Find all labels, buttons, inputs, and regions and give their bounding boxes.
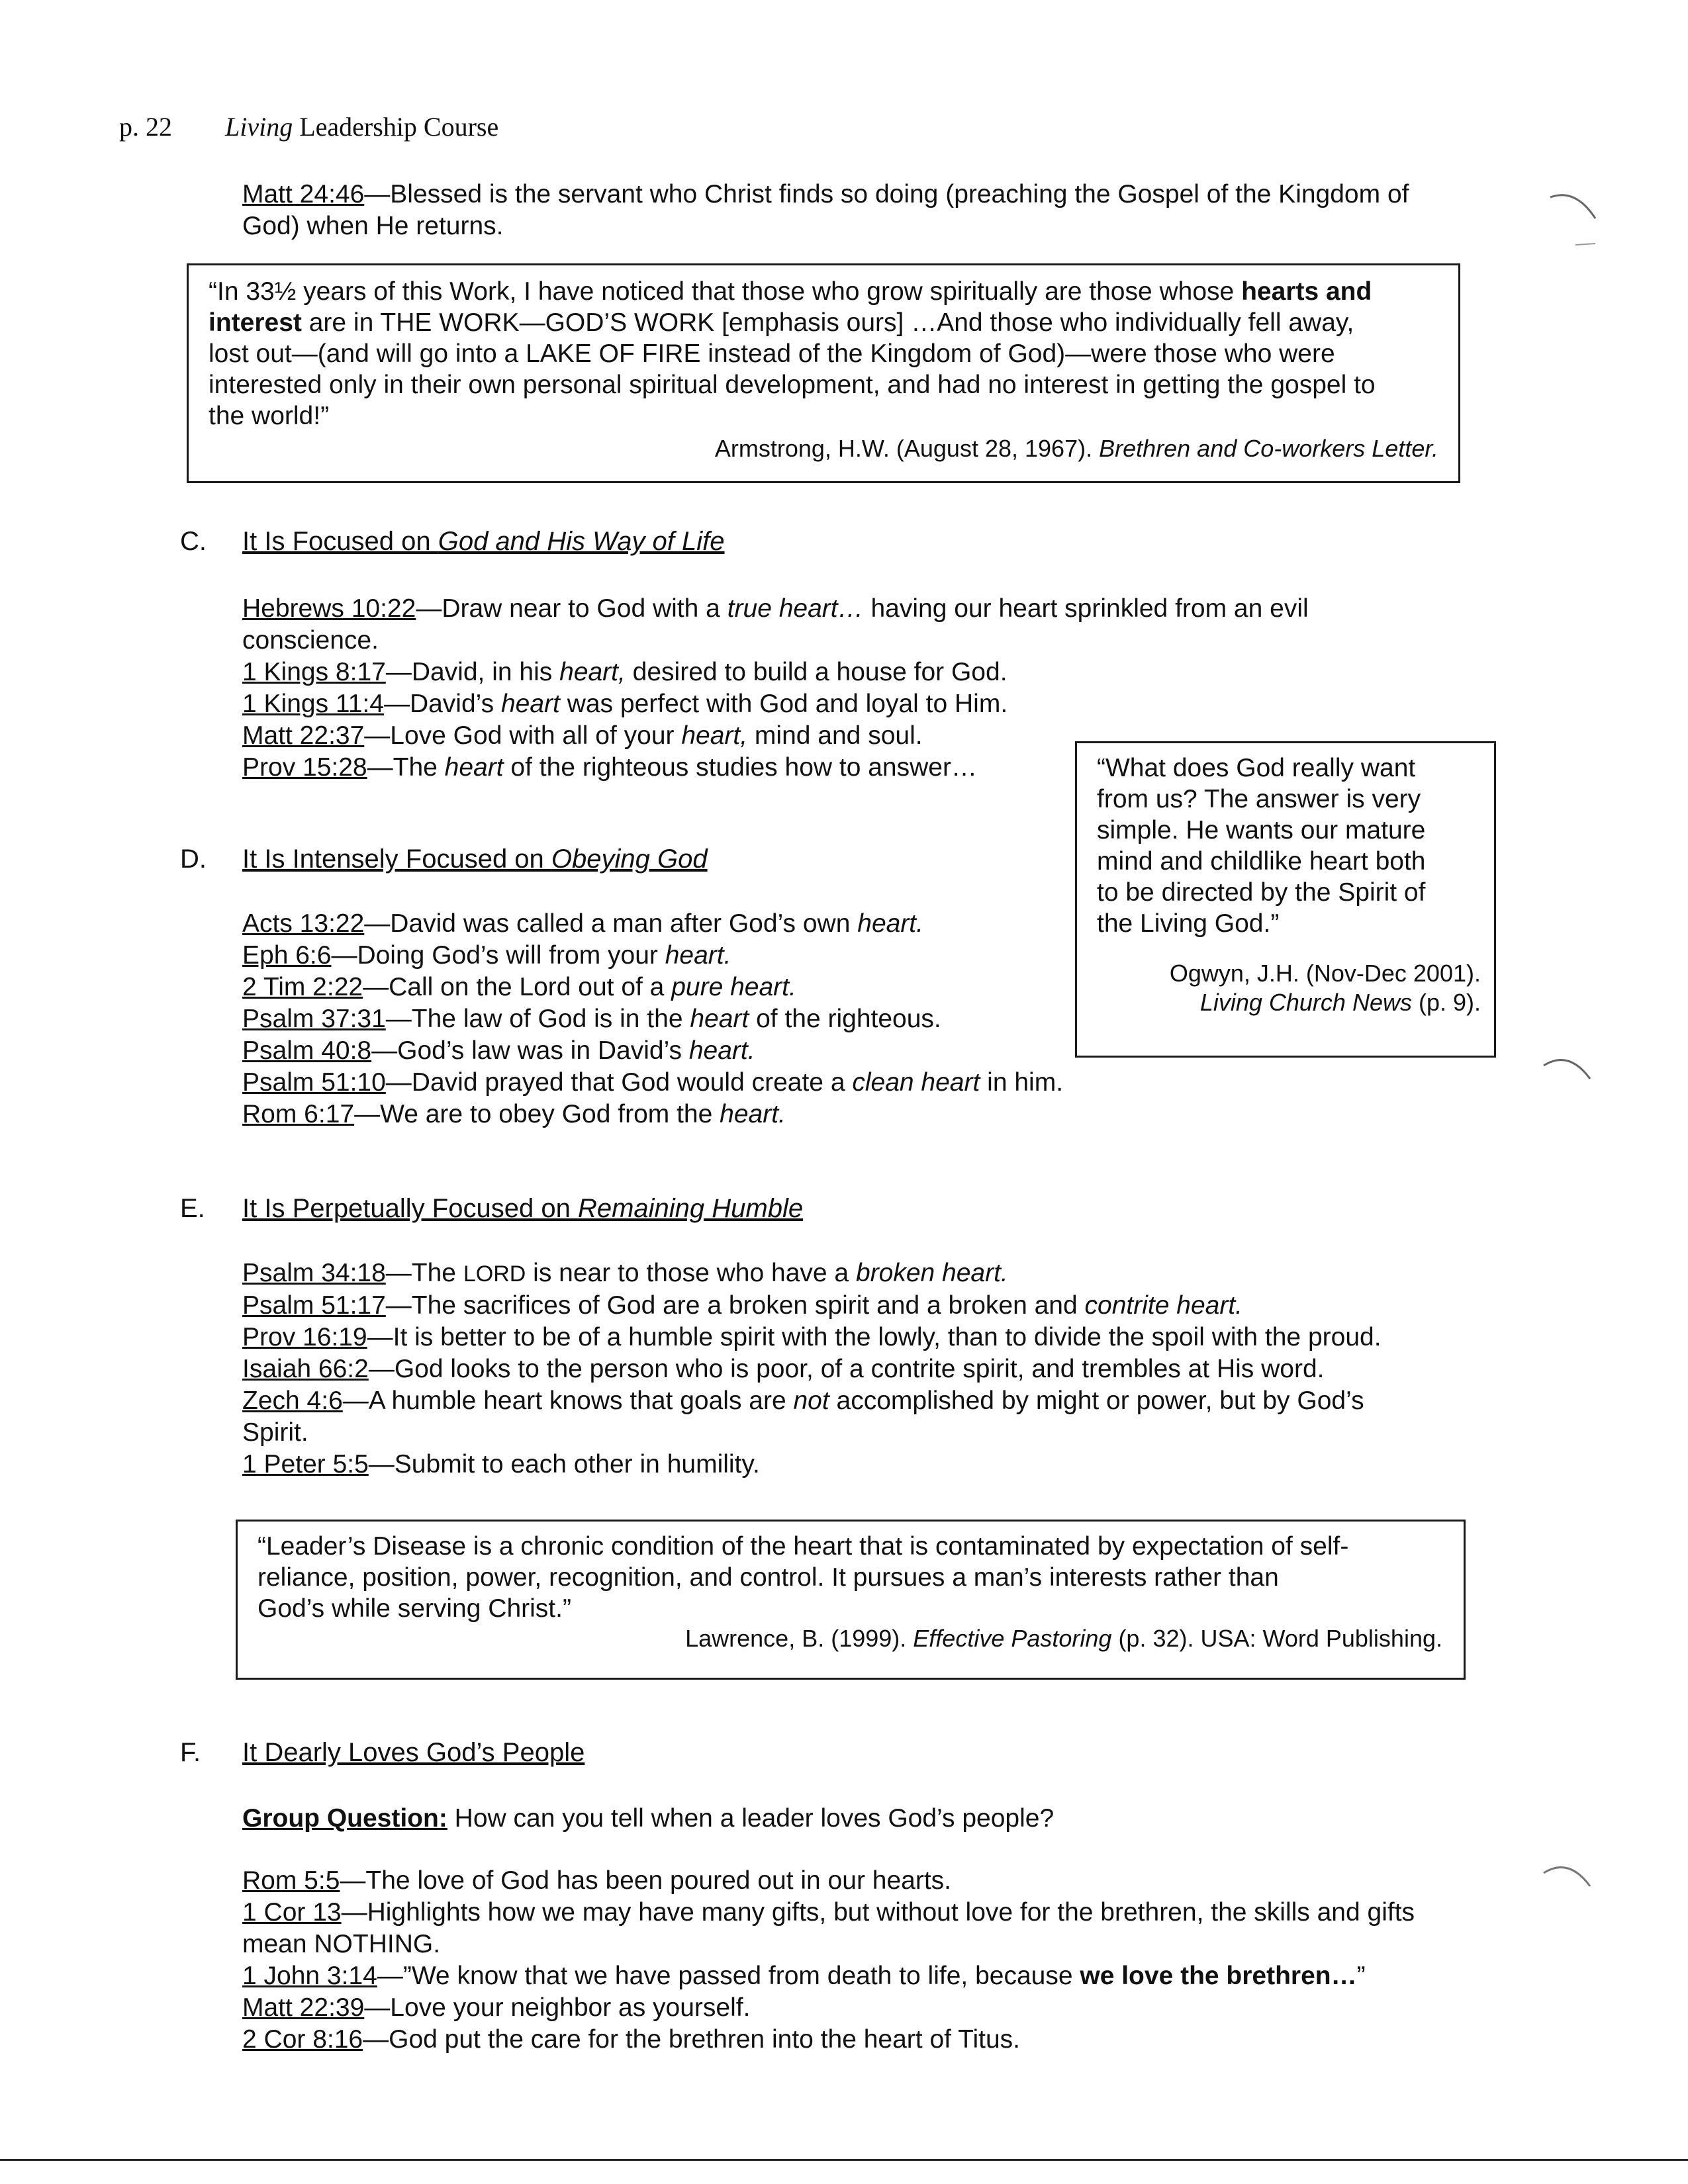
section-heading-c: It Is Focused on God and His Way of Life xyxy=(242,527,725,556)
scan-punch-hole-mark-top xyxy=(1549,192,1602,251)
quote-box-ogwyn: “What does God really want from us? The answer is very simple. He wants our mature mind and childlike heart both to be directed by the Spirit of the Living God.” Ogwyn, J.H. (Nov-Dec 2001). Living Church News (p. 9). xyxy=(1075,741,1496,1058)
section-letter-f: F. xyxy=(180,1738,201,1767)
scan-punch-hole-mark-middle xyxy=(1542,1052,1595,1092)
section-heading-f: It Dearly Loves God’s People xyxy=(242,1738,585,1767)
section-c-verses: Hebrews 10:22—Draw near to God with a true heart… having our heart sprinkled from an evil conscience. 1 Kings 8:17—David, in his heart, desired to build a house for God. 1 Kings 11:4—David’s heart was perfect with God and loyal to Him. Matt 22:37—Love God with all of your heart, mind and soul. Prov 15:28—The heart of the righteous studies how to answer… xyxy=(242,594,1309,782)
quote-box-armstrong: “In 33½ years of this Work, I have noticed that those who grow spiritually are those whose hearts and interest are in THE WORK—GOD’S WORK [emphasis ours] …And those who individually fell away, lost out—(and will go into a LAKE OF FIRE instead of the Kingdom of God)—were those who were interested only in their own personal spiritual development, and had no interest in getting the gospel to the world!” Armstrong, H.W. (August 28, 1967). Brethren and Co-workers Letter. xyxy=(187,263,1460,483)
section-letter-c: C. xyxy=(180,527,207,556)
quote-box-lawrence: “Leader’s Disease is a chronic condition of the heart that is contaminated by expectation of self- reliance, position, power, recognition, and control. It pursues a man’s interests rather than God’s while serving Christ.” Lawrence, B. (1999). Effective Pastoring (p. 32). USA: Word Publishing. xyxy=(236,1520,1466,1680)
section-heading-e: It Is Perpetually Focused on Remaining Humble xyxy=(242,1194,804,1223)
citation: Lawrence, B. (1999). Effective Pastoring (p. 32). USA: Word Publishing. xyxy=(685,1625,1442,1652)
citation: Ogwyn, J.H. (Nov-Dec 2001). xyxy=(1169,960,1481,987)
section-f-verses: Rom 5:5—The love of God has been poured out in our hearts. 1 Cor 13—Highlights how we may have many gifts, but without love for the brethren, the skills and gifts mean NOTHING. 1 John 3:14—”We know that we have passed from death to life, because we love the brethren…” Matt 22:39—Love your neighbor as yourself. 2 Cor 8:16—God put the care for the brethren into the heart of Titus. xyxy=(242,1866,1415,2054)
course-title: Leadership Course xyxy=(293,112,499,142)
section-letter-e: E. xyxy=(180,1194,205,1223)
section-letter-d: D. xyxy=(180,844,207,874)
section-e-verses: Psalm 34:18—The LORD is near to those who have a broken heart. Psalm 51:17—The sacrifices of God are a broken spirit and a broken and contrite heart. Prov 16:19—It is better to be of a humble spirit with the lowly, than to divide the spoil with the proud. Isaiah 66:2—God looks to the person who is poor, of a contrite spirit, and trembles at His word. Zech 4:6—A humble heart knows that goals are not accomplished by might or power, but by God’s Spirit. 1 Peter 5:5—Submit to each other in humility. xyxy=(242,1259,1382,1479)
citation: Armstrong, H.W. (August 28, 1967). Brethren and Co-workers Letter. xyxy=(714,435,1438,462)
page-header xyxy=(119,111,498,142)
intro-verse: Matt 24:46—Blessed is the servant who Christ finds so doing (preaching the Gospel of the Kingdom of God) when He returns. xyxy=(242,180,1409,240)
group-question: Group Question: How can you tell when a leader loves God’s people? xyxy=(242,1804,1055,1833)
scan-bottom-edge xyxy=(0,2159,1688,2161)
section-heading-d: It Is Intensely Focused on Obeying God xyxy=(242,844,708,874)
scan-punch-hole-mark-bottom xyxy=(1542,1860,1595,1899)
course-title-emphasis: Living xyxy=(225,112,293,142)
group-question-label: Group Question: xyxy=(242,1804,447,1833)
scripture-reference: Matt 24:46 xyxy=(242,180,365,208)
section-d-verses: Acts 13:22—David was called a man after God’s own heart. Eph 6:6—Doing God’s will from your heart. 2 Tim 2:22—Call on the Lord out of a pure heart. Psalm 37:31—The law of God is in the heart of the righteous. Psalm 40:8—God’s law was in David’s heart. Psalm 51:10—David prayed that God would create a clean heart in him. Rom 6:17—We are to obey God from the heart. xyxy=(242,909,1064,1128)
page-number: p. 22 xyxy=(119,112,172,142)
